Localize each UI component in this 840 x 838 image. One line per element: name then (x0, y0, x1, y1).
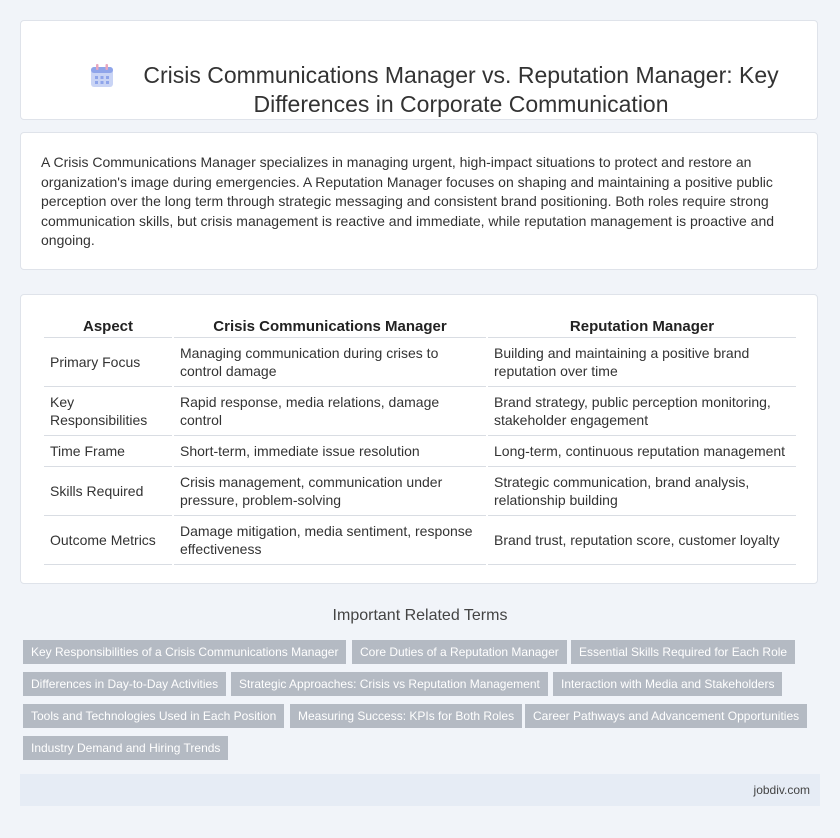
table-cell: Skills Required (44, 467, 172, 516)
table-cell: Short-term, immediate issue resolution (174, 436, 486, 467)
table-cell: Time Frame (44, 436, 172, 467)
calendar-icon (89, 63, 115, 89)
table-cell: Brand trust, reputation score, customer loyalty (488, 516, 796, 565)
page-title: Crisis Communications Manager vs. Reputation Manager: Key Differences in Corporate Communication (143, 62, 779, 117)
table-row (44, 467, 796, 516)
related-terms-title: Important Related Terms (332, 607, 508, 624)
related-term-tag[interactable]: Tools and Technologies Used in Each Position (23, 704, 284, 728)
table-cell: Long-term, continuous reputation management (488, 436, 796, 467)
footer-site-link[interactable]: jobdiv.com (753, 783, 810, 797)
intro-text: A Crisis Communications Manager specializes in managing urgent, high-impact situations to protect and restore an organization's image during emergencies. A Reputation Manager focuses on shaping and maintaining a positive public perception over the long term through strategic messaging and consistent brand positioning. Both roles require strong communication skills, but crisis management is reactive and immediate, while reputation management is proactive and ongoing. (41, 154, 775, 248)
table-cell: Building and maintaining a positive brand reputation over time (488, 338, 796, 387)
footer (20, 774, 820, 806)
header-aspect: Aspect (44, 315, 172, 338)
related-term-tag[interactable]: Core Duties of a Reputation Manager (352, 640, 567, 664)
title-card (20, 20, 818, 120)
related-term-tag[interactable]: Measuring Success: KPIs for Both Roles (290, 704, 522, 728)
intro-card (20, 132, 818, 270)
related-term-tag[interactable]: Essential Skills Required for Each Role (571, 640, 795, 664)
table-cell: Outcome Metrics (44, 516, 172, 565)
comparison-card (20, 294, 818, 584)
related-term-tag[interactable]: Industry Demand and Hiring Trends (23, 736, 228, 760)
table-row (44, 436, 796, 467)
table-row (44, 338, 796, 387)
related-term-tag[interactable]: Career Pathways and Advancement Opportunities (525, 704, 807, 728)
header-crisis-manager: Crisis Communications Manager (174, 315, 486, 338)
table-cell: Key Responsibilities (44, 387, 172, 436)
table-cell: Primary Focus (44, 338, 172, 387)
related-term-tag[interactable]: Interaction with Media and Stakeholders (553, 672, 782, 696)
table-header-row (44, 315, 796, 338)
table-cell: Strategic communication, brand analysis, relationship building (488, 467, 796, 516)
related-term-tag[interactable]: Key Responsibilities of a Crisis Communications Manager (23, 640, 346, 664)
table-row (44, 516, 796, 565)
table-cell: Rapid response, media relations, damage control (174, 387, 486, 436)
table-cell: Damage mitigation, media sentiment, response effectiveness (174, 516, 486, 565)
header-reputation-manager: Reputation Manager (488, 315, 796, 338)
table-row (44, 387, 796, 436)
table-cell: Brand strategy, public perception monitoring, stakeholder engagement (488, 387, 796, 436)
related-term-tag[interactable]: Differences in Day-to-Day Activities (23, 672, 226, 696)
table-cell: Crisis management, communication under pressure, problem-solving (174, 467, 486, 516)
related-term-tag[interactable]: Strategic Approaches: Crisis vs Reputation Management (231, 672, 548, 696)
table-cell: Managing communication during crises to control damage (174, 338, 486, 387)
comparison-table (42, 315, 798, 565)
